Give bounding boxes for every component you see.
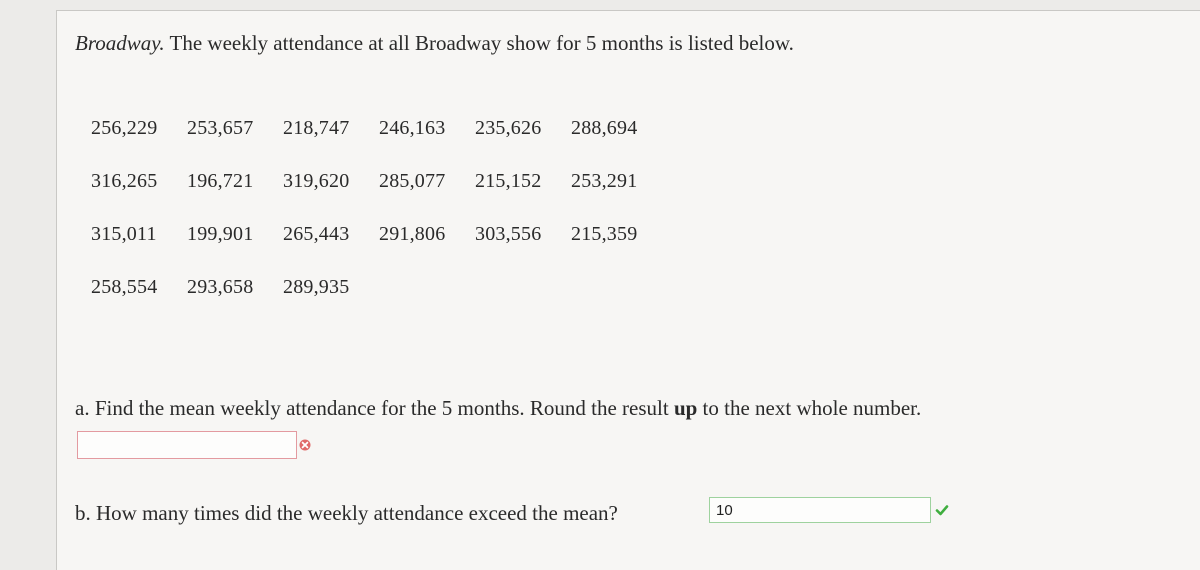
data-cell: 285,077 bbox=[379, 170, 446, 192]
data-cell: 316,265 bbox=[91, 170, 158, 192]
data-cell: 246,163 bbox=[379, 117, 446, 139]
question-a-text-before: a. Find the mean weekly attendance for the 5 months. Round the result bbox=[75, 396, 674, 420]
data-cell: 235,626 bbox=[475, 117, 542, 139]
question-b-text: b. How many times did the weekly attendance exceed the mean? bbox=[75, 501, 618, 525]
check-icon bbox=[935, 503, 949, 517]
exceed-count-input[interactable] bbox=[709, 497, 931, 523]
data-row bbox=[91, 223, 667, 276]
data-cell: 215,152 bbox=[475, 170, 542, 192]
x-icon bbox=[299, 439, 311, 451]
problem-topic: Broadway. bbox=[75, 31, 165, 55]
data-row bbox=[91, 170, 667, 223]
data-row bbox=[91, 117, 667, 170]
attendance-data-grid bbox=[91, 117, 667, 329]
data-cell: 303,556 bbox=[475, 223, 542, 245]
question-b bbox=[75, 501, 618, 526]
data-cell: 253,657 bbox=[187, 117, 254, 139]
data-cell: 288,694 bbox=[571, 117, 638, 139]
data-cell: 256,229 bbox=[91, 117, 158, 139]
data-cell: 218,747 bbox=[283, 117, 350, 139]
data-cell: 315,011 bbox=[91, 223, 157, 245]
question-a bbox=[75, 396, 921, 421]
data-cell: 265,443 bbox=[283, 223, 350, 245]
data-cell: 289,935 bbox=[283, 276, 350, 298]
data-cell: 196,721 bbox=[187, 170, 254, 192]
mean-answer-input[interactable] bbox=[77, 431, 297, 459]
data-cell: 319,620 bbox=[283, 170, 350, 192]
problem-intro-text: The weekly attendance at all Broadway show for 5 months is listed below. bbox=[169, 31, 794, 55]
data-cell: 293,658 bbox=[187, 276, 254, 298]
question-panel bbox=[56, 10, 1200, 570]
data-cell: 215,359 bbox=[571, 223, 638, 245]
question-a-text-after: to the next whole number. bbox=[697, 396, 922, 420]
data-cell: 199,901 bbox=[187, 223, 254, 245]
data-cell: 291,806 bbox=[379, 223, 446, 245]
problem-intro bbox=[75, 31, 794, 56]
data-row bbox=[91, 276, 667, 329]
data-cell: 253,291 bbox=[571, 170, 638, 192]
question-a-emphasis: up bbox=[673, 396, 698, 420]
data-cell: 258,554 bbox=[91, 276, 158, 298]
